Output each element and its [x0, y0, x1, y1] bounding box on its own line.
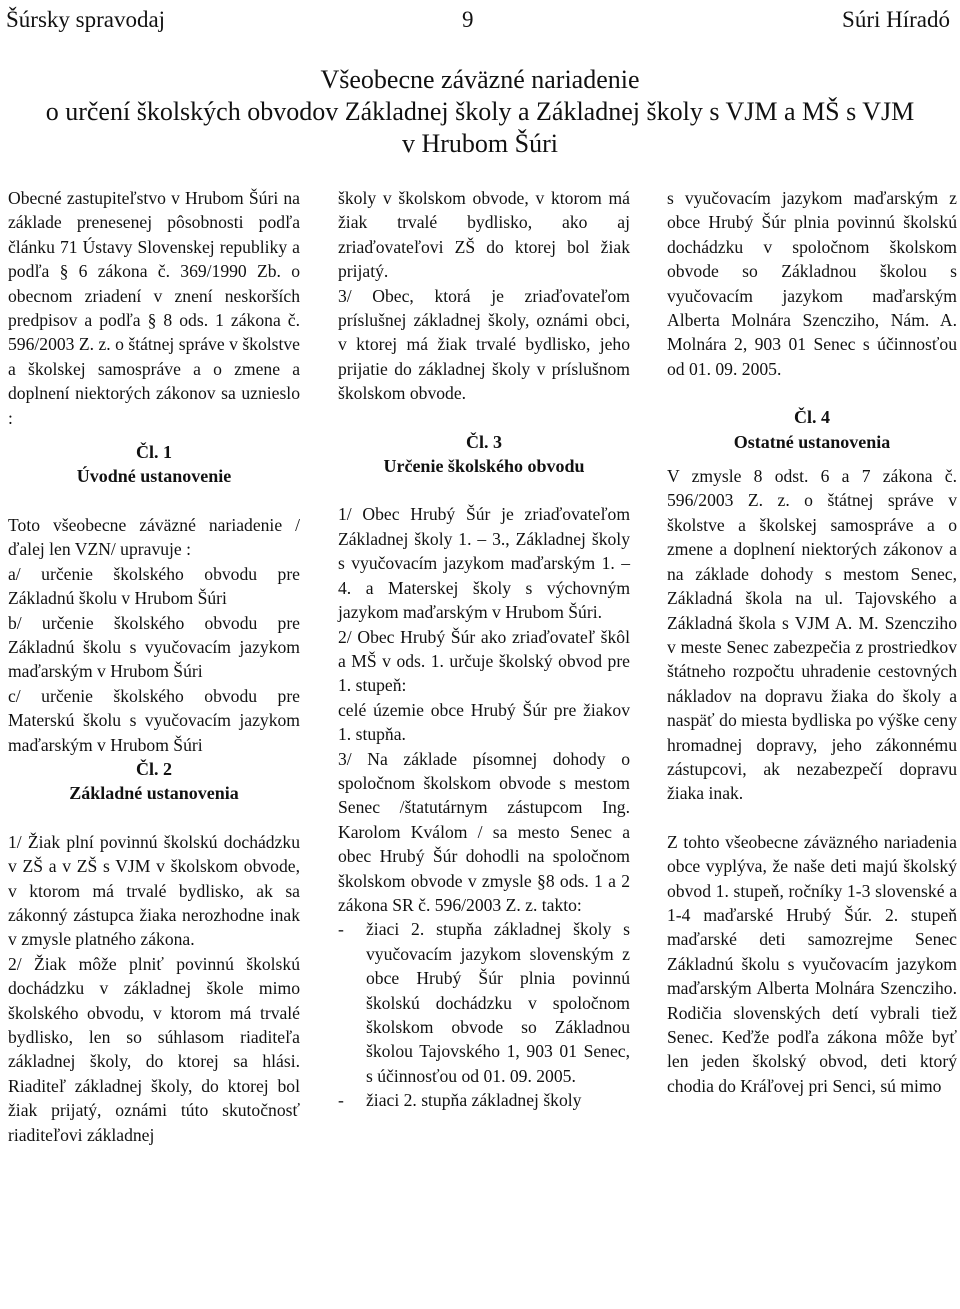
column-3 — [667, 186, 957, 1098]
column-2 — [338, 186, 630, 1113]
article-4-number: Čl. 4 — [794, 407, 830, 428]
article-2-paragraph-3: 3/ Obec, ktorá je zriaďovateľom príslušnej základnej školy, oznámi obci, v ktorej má žiak trvalé bydlisko, jeho prijatie do základnej školy v príslušnom školskom obvode. — [338, 285, 630, 404]
list-item-text: žiaci 2. stupňa základnej školy — [366, 1090, 582, 1111]
article-3-paragraph-3: 3/ Na základe písomnej dohody o spoločnom školskom obvode s mestom Senec /štatutárnym zástupcom Ing. Karolom Kválom / sa mesto Senec a obec Hrubý Šúr dohodli na spoločnom školskom obvode v zmysle §8 ods. 1 a 2 zákona SR č. 596/2003 Z. z. takto: — [338, 748, 630, 915]
list-dash: - — [338, 919, 344, 940]
article-3-number: Čl. 3 — [466, 431, 502, 452]
article-1-item-a: a/ určenie školského obvodu pre Základnú školu v Hrubom Šúri — [8, 563, 300, 609]
article-1-number: Čl. 1 — [136, 442, 172, 463]
list-item — [338, 1088, 630, 1112]
intro-paragraph: Obecné zastupiteľstvo v Hrubom Šúri na základe prenesenej pôsobnosti podľa článku 71 Ústavy Slovenskej republiky a podľa § 6 zákona č. 369/1990 Zb. o obecnom zriadení v znení neskorších predpisov a podľa § 8 ods. 1 zákona č. 596/2003 Z. z. o štátnej správe v školstve a školskej samospráve a o zmene a doplnení niektorých zákonov sa uznieslo : — [8, 188, 300, 428]
list-dash: - — [338, 1090, 344, 1111]
article-2-paragraph-1: 1/ Žiak plní povinnú školskú dochádzku v ZŠ a v ZŠ s VJM v školskom obvode, v ktorom má trvalé bydlisko, ak sa zákonný zástupca žiaka nerozhodne inak v zmysle platného zákona. — [8, 831, 300, 950]
title-line-1: Všeobecne záväzné nariadenie — [320, 65, 640, 94]
article-2-paragraph-2: 2/ Žiak môže plniť povinnú školskú dochádzku v základnej škole mimo školského obvodu, v ktorom má trvalé bydlisko, len so súhlasom riaditeľa základnej školy, do ktorej sa hlási. Riaditeľ základnej školy, do ktorej bol žiak prijatý, oznámi túto skutočnosť riaditeľovi základnej — [8, 953, 300, 1145]
article-1-title: Úvodné ustanovenie — [76, 466, 232, 487]
article-1-paragraph: Toto všeobecne záväzné nariadenie /ďalej len VZN/ upravuje : — [8, 514, 300, 560]
commentary-paragraph: Z tohto všeobecne záväzného nariadenia obce vyplýva, že naše deti majú školský obvod 1. stupeň, ročníky 1-3 slovenské a 1-4 maďarské Hrubý Šúr. 2. stupeň maďarské deti samozrejme Senec Základnú školu s vyučovacím jazykom maďarským Alberta Molnára Szencziho. Rodičia slovenských detí vybrali tiež Senec. Keďže podľa zákona môže byť len jeden školský obvod, deti ktorý chodia do Kráľovej pri Senci, sú mimo — [667, 831, 957, 1096]
list-item-text: žiaci 2. stupňa základnej školy s vyučovacím jazykom slovenským z obce Hrubý Šúr plnia povinnú školskú dochádzku v spoločnom školskom obvode so Základnou školou Tajovského 1, 903 01 Senec, s účinnosťou od 01. 09. 2005. — [366, 919, 630, 1086]
article-3-title: Určenie školského obvodu — [383, 456, 585, 477]
article-3-paragraph-2b: celé územie obce Hrubý Šúr pre žiakov 1. stupňa. — [338, 699, 630, 745]
title-line-2: o určení školských obvodov Základnej školy a Základnej školy s VJM a MŠ s VJM — [45, 97, 915, 126]
header-publication-name: Šúrsky spravodaj — [6, 7, 166, 32]
article-4-paragraph-1: V zmysle 8 odst. 6 a 7 zákona č. 596/2003 Z. z. o štátnej správe v školstve a školskej samospráve a o zmene a doplnení niektorých zákonov a na základe dohody s mestom Senec, Základná škola na ul. Tajovského a Základná škola s VJM A. M. Szencziho v meste Senec zabezpečia z prostriedkov štátneho rozpočtu uhradenie cestovných nákladov na dopravu žiaka do školy a naspäť do miesta bydliska po výške ceny hromadnej dopravy, jeho zákonnému zástupcovi, ak nezabezpečí dopravu žiaka inak. — [667, 466, 957, 804]
article-2-title: Základné ustanovenia — [69, 783, 239, 804]
article-1-item-b: b/ určenie školského obvodu pre Základnú školu s vyučovacím jazykom maďarským v Hrubom Šúri — [8, 612, 300, 682]
article-2-paragraph-2-continued: školy v školskom obvode, v ktorom má žiak trvalé bydlisko, ako aj zriaďovateľovi ZŠ do ktorej bol žiak prijatý. — [338, 188, 630, 282]
article-4-title: Ostatné ustanovenia — [733, 431, 891, 452]
header-page-number: 9 — [462, 7, 474, 32]
article-3-paragraph-1: 1/ Obec Hrubý Šúr je zriaďovateľom Základnej školy 1. – 3., Základnej školy s vyučovacím jazykom maďarským 1. – 4. a Materskej školy s výchovným jazykom maďarským v Hrubom Šúri. — [338, 504, 630, 623]
list-item-2-continued: s vyučovacím jazykom maďarským z obce Hrubý Šúr plnia povinnú školskú dochádzku v spoločnom školskom obvode so Základnou školou s vyučovacím jazykom maďarským Alberta Molnára Szencziho, Nám. A. Molnára 2, 903 01 Senec s účinnosťou od 01. 09. 2005. — [667, 188, 957, 379]
column-1 — [8, 186, 300, 1147]
article-title — [0, 64, 960, 160]
title-line-3: v Hrubom Šúri — [402, 129, 558, 158]
article-3-paragraph-2: 2/ Obec Hrubý Šúr ako zriaďovateľ škôl a MŠ v ods. 1. určuje školský obvod pre 1. stupeň: — [338, 626, 630, 696]
list-item — [338, 917, 630, 1088]
article-2-number: Čl. 2 — [136, 758, 172, 779]
header-publication-name-hungarian: Súri Híradó — [842, 7, 950, 32]
article-1-item-c: c/ určenie školského obvodu pre Materskú školu s vyučovacím jazykom maďarským v Hrubom Šúri — [8, 685, 300, 755]
